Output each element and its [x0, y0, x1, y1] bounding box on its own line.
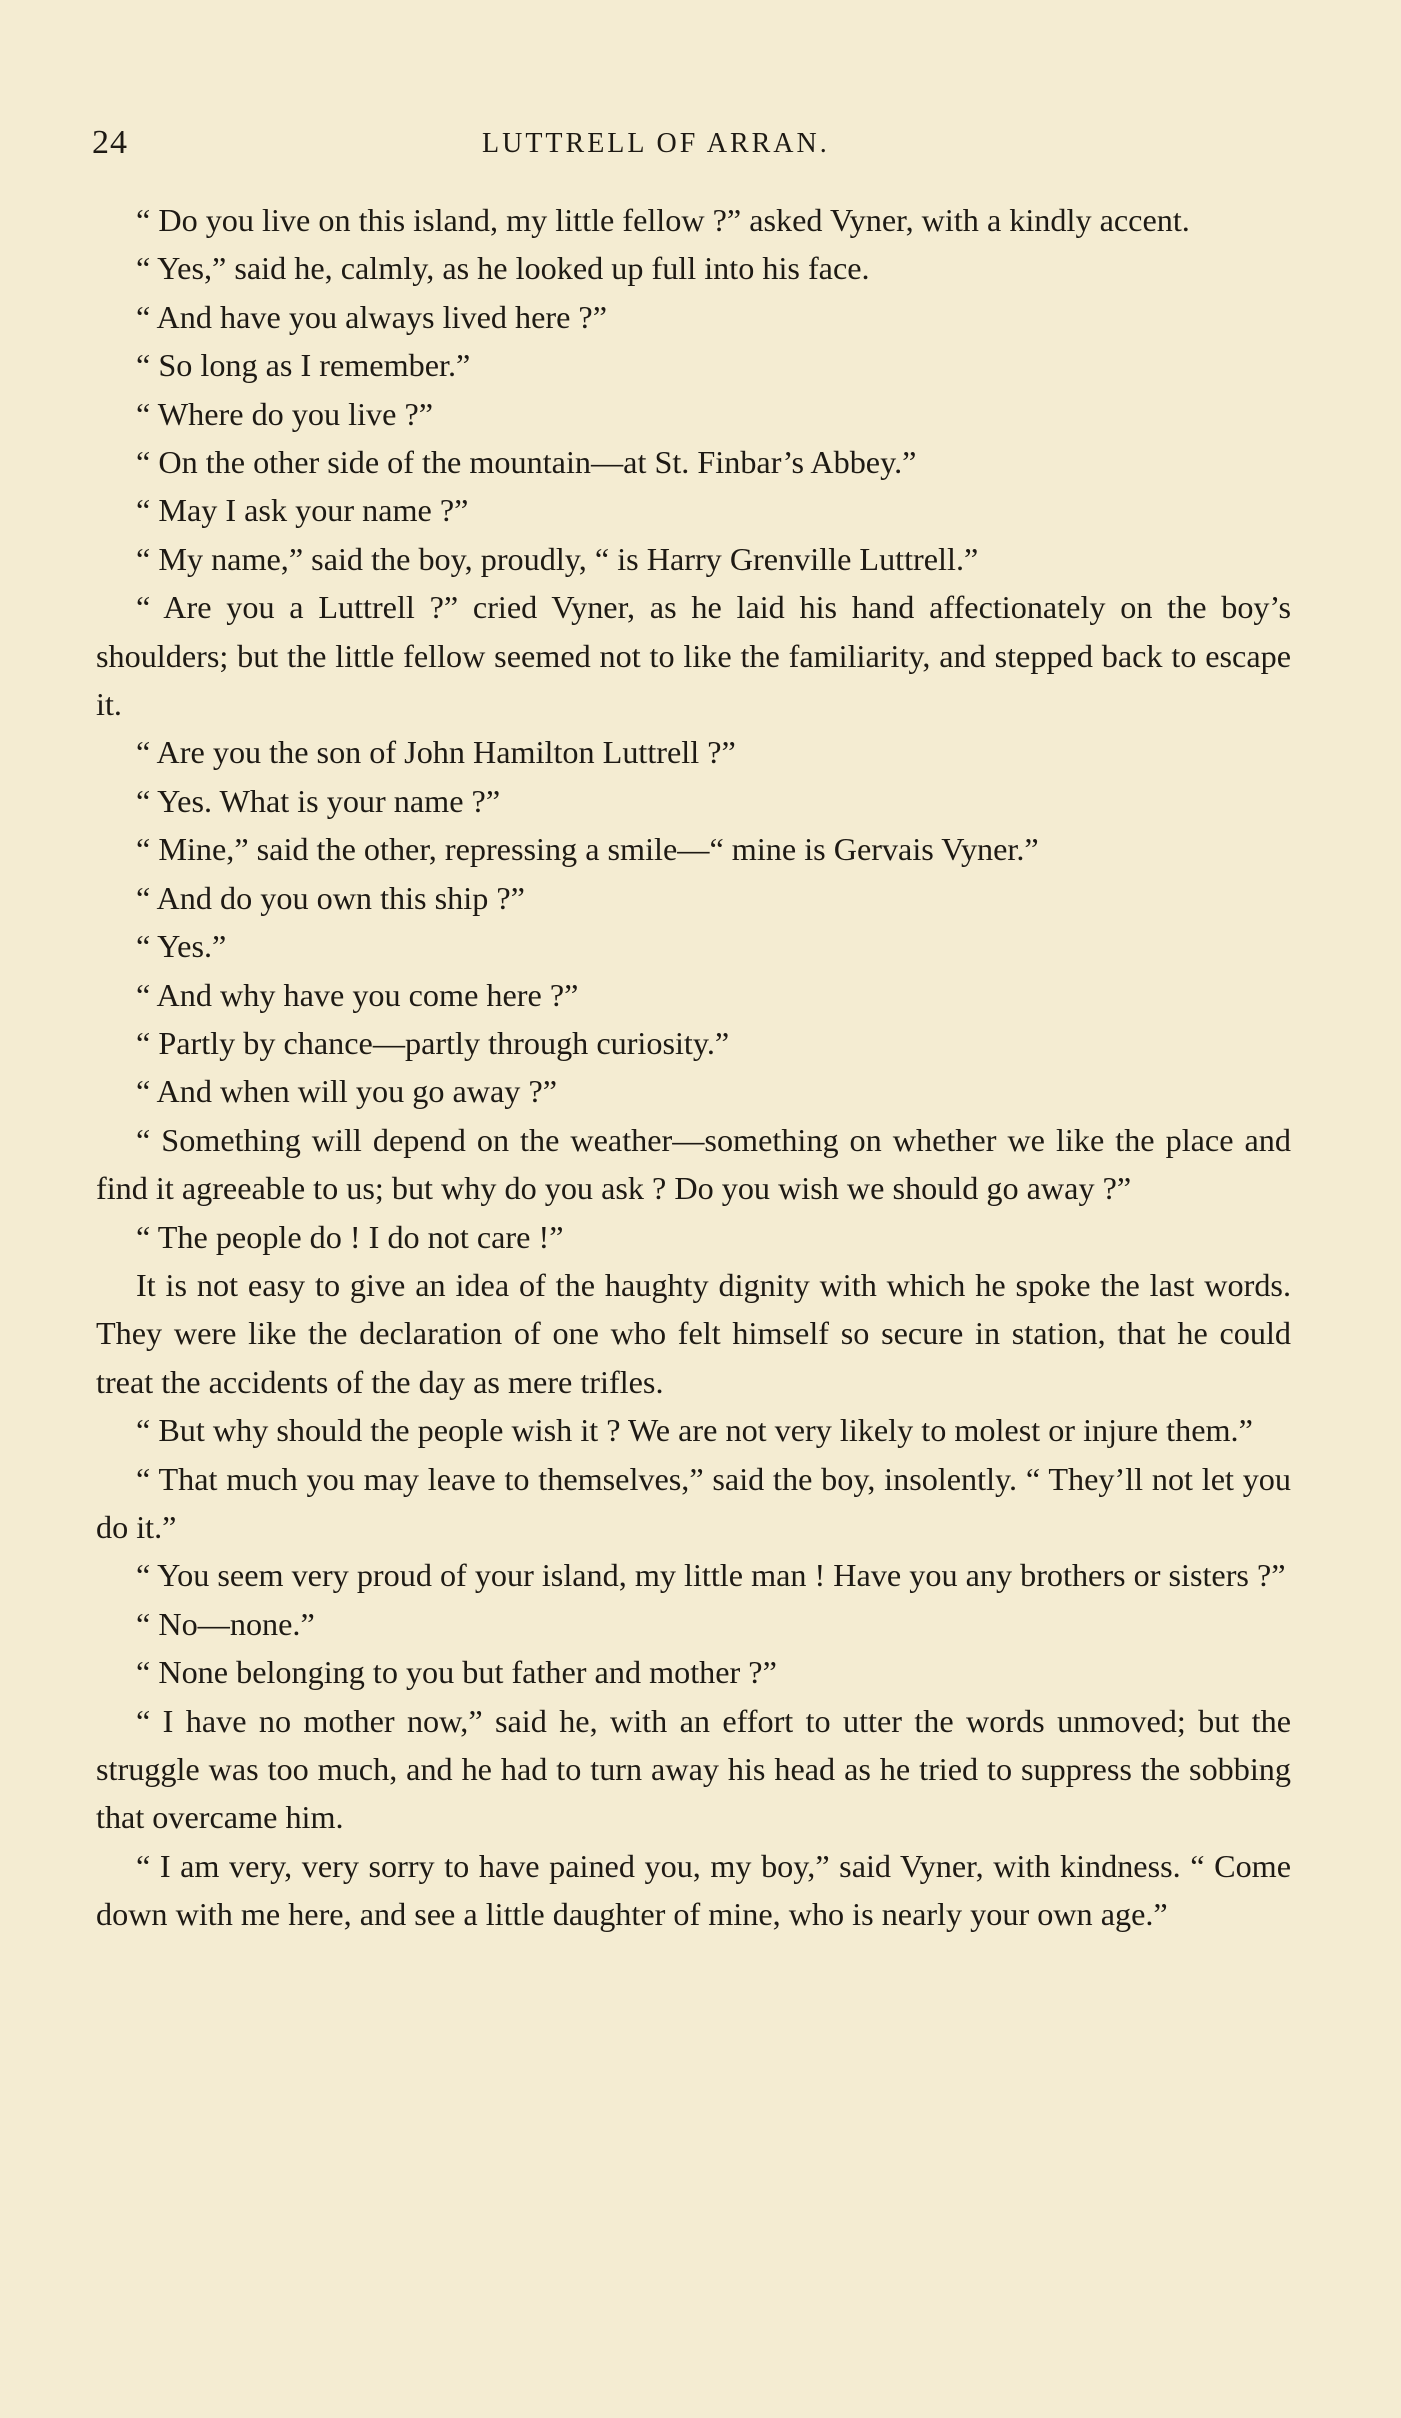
paragraph: “ And have you always lived here ?”: [136, 298, 608, 335]
paragraph: “ Are you a Luttrell ?” cried Vyner, as he laid his hand affectionately on the boy’s shoulders; but the little fellow seemed not to like the familiarity, and stepped back to escape it.: [96, 589, 1291, 723]
paragraph: “ Do you live on this island, my little fellow ?” asked Vyner, with a kindly accent.: [136, 202, 1190, 238]
paragraph: “ I am very, very sorry to have pained you, my boy,” said Vyner, with kindness. “ Come down with me here, and see a little daughter of mine, who is nearly your own age.”: [96, 1847, 1291, 1933]
paragraph: “ On the other side of the mountain—at St. Finbar’s Abbey.”: [136, 444, 917, 481]
paragraph: “ Yes.”: [136, 928, 227, 965]
paragraph: “ And when will you go away ?”: [136, 1073, 558, 1110]
text-body: [96, 196, 1291, 1939]
page-header: [92, 124, 1310, 168]
paragraph: “ You seem very proud of your island, my little man ! Have you any brothers or sisters ?”: [136, 1557, 1286, 1594]
paragraph: “ Partly by chance—partly through curiosity.”: [136, 1024, 730, 1061]
paragraph: “ And do you own this ship ?”: [136, 879, 525, 916]
paragraph: “ I have no mother now,” said he, with an effort to utter the words unmoved; but the struggle was too much, and he had to turn away his head as he tried to suppress the sobbing that overcame him.: [96, 1702, 1291, 1836]
paragraph: “ But why should the people wish it ? We are not very likely to molest or injure them.”: [136, 1412, 1253, 1449]
paragraph: “ So long as I remember.”: [136, 347, 471, 384]
paragraph: “ The people do ! I do not care !”: [136, 1218, 564, 1255]
paragraph: “ Are you the son of John Hamilton Luttrell ?”: [136, 734, 736, 771]
paragraph: It is not easy to give an idea of the haughty dignity with which he spoke the last words. They were like the declaration of one who felt himself so secure in station, that he could treat the accidents of the day as mere trifles.: [96, 1266, 1291, 1400]
page-number: 24: [92, 124, 128, 161]
paragraph: “ That much you may leave to themselves,” said the boy, insolently. “ They’ll not let you do it.”: [96, 1460, 1291, 1545]
paragraph: “ Yes,” said he, calmly, as he looked up full into his face.: [136, 250, 870, 287]
paragraph: “ And why have you come here ?”: [136, 976, 579, 1013]
paragraph: “ Mine,” said the other, repressing a smile—“ mine is Gervais Vyner.”: [136, 831, 1039, 868]
paragraph: “ Yes. What is your name ?”: [136, 782, 501, 819]
running-title: LUTTRELL OF ARRAN.: [482, 128, 830, 159]
paragraph: “ No—none.”: [136, 1605, 315, 1642]
paragraph: “ Something will depend on the weather—something on whether we like the place and find it agreeable to us; but why do you ask ? Do you wish we should go away ?”: [96, 1121, 1291, 1207]
paragraph: “ My name,” said the boy, proudly, “ is Harry Grenville Luttrell.”: [136, 540, 979, 577]
paragraph: “ None belonging to you but father and mother ?”: [136, 1654, 777, 1691]
paragraph: “ May I ask your name ?”: [136, 492, 469, 529]
paragraph: “ Where do you live ?”: [136, 395, 434, 432]
